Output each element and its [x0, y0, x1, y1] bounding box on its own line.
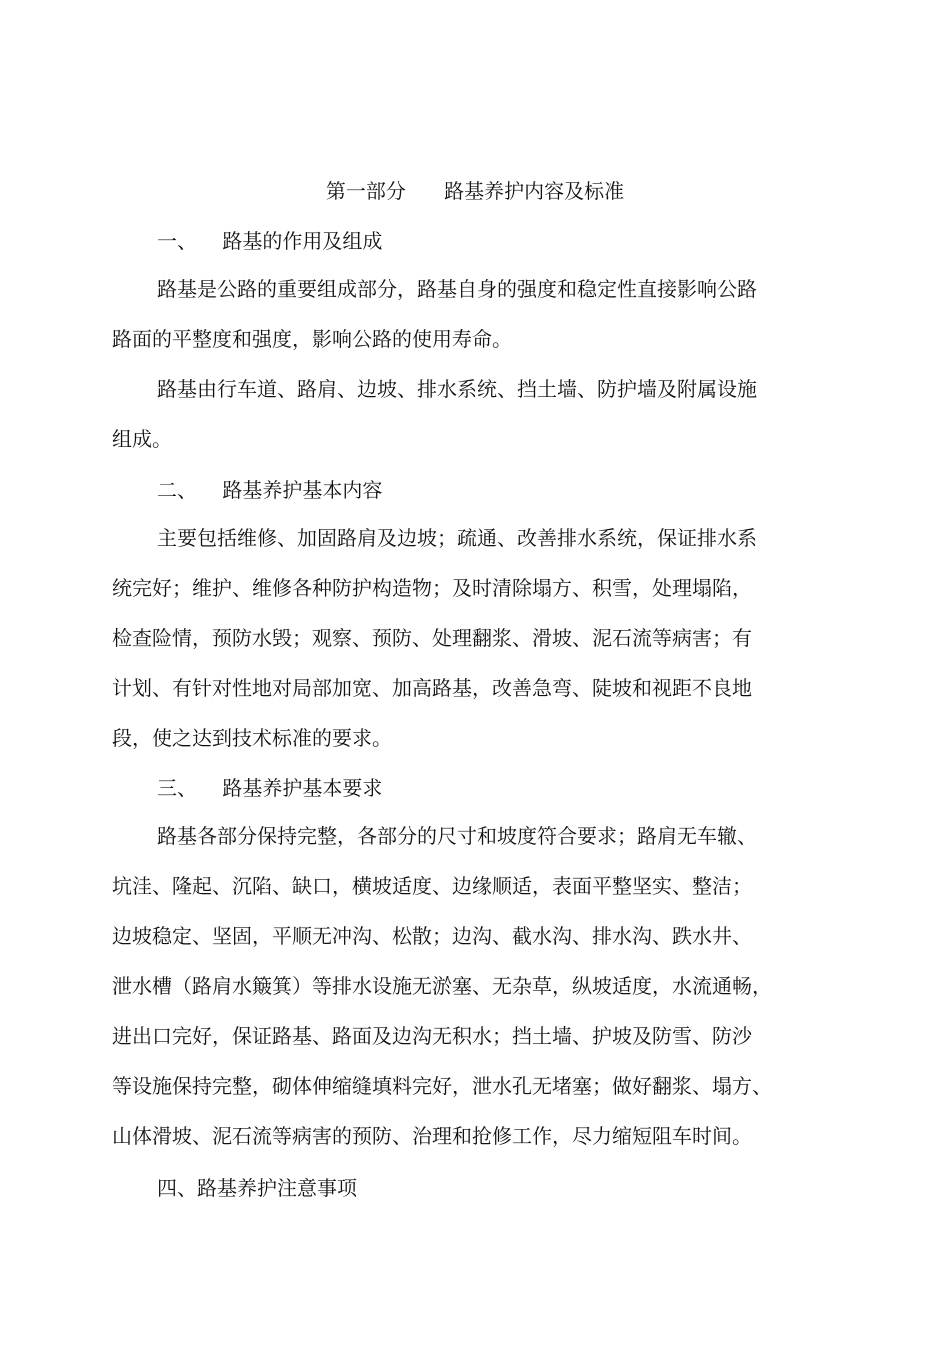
paragraph-line: 路基是公路的重要组成部分，路基自身的强度和稳定性直接影响公路 — [157, 277, 757, 301]
paragraph-line: 路基由行车道、路肩、边坡、排水系统、挡土墙、防护墙及附属设施 — [157, 377, 757, 401]
paragraph-line: 泄水槽（路肩水簸箕）等排水设施无淤塞、无杂草，纵坡适度，水流通畅， — [112, 974, 772, 998]
paragraph-line: 路基各部分保持完整，各部分的尺寸和坡度符合要求；路肩无车辙、 — [157, 824, 757, 848]
section-heading-1: 一、 路基的作用及组成 — [157, 229, 383, 253]
section-heading-3: 三、 路基养护基本要求 — [157, 776, 383, 800]
paragraph-line: 主要包括维修、加固路肩及边坡；疏通、改善排水系统，保证排水系 — [157, 526, 757, 550]
paragraph-line: 坑洼、隆起、沉陷、缺口，横坡适度、边缘顺适，表面平整坚实、整洁； — [112, 874, 752, 898]
paragraph-line: 组成。 — [112, 427, 172, 451]
page-title: 第一部分 路基养护内容及标准 — [325, 179, 625, 203]
paragraph-line: 统完好；维护、维修各种防护构造物；及时清除塌方、积雪，处理塌陷， — [112, 576, 752, 600]
section-heading-2: 二、 路基养护基本内容 — [157, 478, 383, 502]
paragraph-1-1 — [112, 264, 792, 364]
paragraph-3-1 — [112, 811, 792, 1161]
paragraph-line: 山体滑坡、泥石流等病害的预防、治理和抢修工作，尽力缩短阻车时间。 — [112, 1124, 752, 1148]
paragraph-1-2 — [112, 364, 792, 464]
paragraph-line: 等设施保持完整，砌体伸缩缝填料完好，泄水孔无堵塞；做好翻浆、塌方、 — [112, 1074, 772, 1098]
paragraph-line: 路面的平整度和强度，影响公路的使用寿命。 — [112, 327, 512, 351]
paragraph-line: 边坡稳定、坚固，平顺无冲沟、松散；边沟、截水沟、排水沟、跌水井、 — [112, 924, 752, 948]
paragraph-line: 进出口完好，保证路基、路面及边沟无积水；挡土墙、护坡及防雪、防沙 — [112, 1024, 752, 1048]
paragraph-line: 段，使之达到技术标准的要求。 — [112, 726, 392, 750]
paragraph-line: 计划、有针对性地对局部加宽、加高路基，改善急弯、陡坡和视距不良地 — [112, 676, 752, 700]
section-heading-4: 四、路基养护注意事项 — [157, 1176, 357, 1200]
paragraph-line: 检查险情，预防水毁；观察、预防、处理翻浆、滑坡、泥石流等病害；有 — [112, 626, 752, 650]
paragraph-2-1 — [112, 513, 792, 763]
